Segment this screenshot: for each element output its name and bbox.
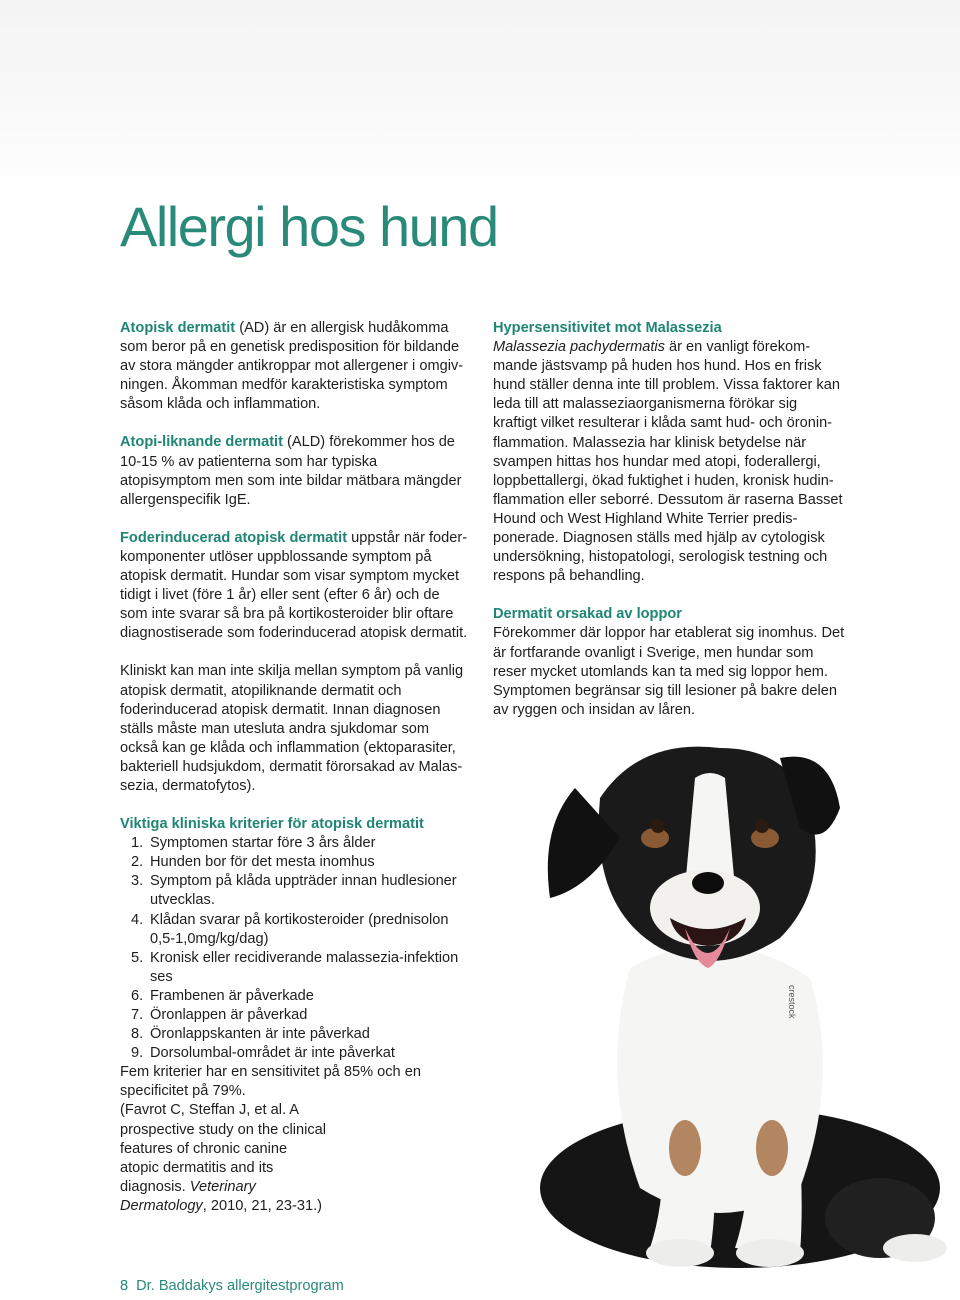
flea-dermatitis-heading: Dermatit orsakad av loppor bbox=[493, 606, 682, 623]
criteria-text: Dorsolumbal-området är inte påverkat bbox=[150, 1045, 395, 1062]
criteria-number: 9. bbox=[131, 1045, 144, 1062]
reference-citation bbox=[120, 1101, 330, 1216]
clinical-paragraph: Kliniskt kan man inte skilja mellan symptom på vanlig atopisk dermatit, atopiliknande dermatit och foderinducerad atopisk dermatit. Innan diagnosen ställs måste man utesluta andra sjukdomar som också kan ge klåda och inflammation (ektoparasiter, bakteriell hudsjukdom, dermatit förorsakad av Malas-sezia, dermatofytos). bbox=[120, 663, 464, 794]
reference-details: , 2010, 21, 23-31.) bbox=[202, 1197, 322, 1214]
criteria-number: 5. bbox=[131, 949, 144, 966]
criteria-section bbox=[120, 815, 470, 1063]
criteria-text: Hunden bor för det mesta inomhus bbox=[150, 854, 375, 871]
food-induced-text: uppstår när foder-komponenter utlöser uppblossande symptom på atopisk dermatit. Hundar som visar symptom mycket tidigt i livet (före 1 år) eller sent (efter 6 år) och de som inte svarar så bra på kortikosteroider blir oftare diagnostiserade som foderinducerad atopisk dermatit. bbox=[120, 529, 468, 642]
dog-photo bbox=[480, 718, 960, 1278]
reference-text: (Favrot C, Steffan J, et al. A prospective study on the clinical features of chronic canine atopic dermatitis and its diagnosis. bbox=[120, 1102, 327, 1195]
food-induced-paragraph bbox=[120, 529, 470, 644]
atopic-dermatitis-text: (AD) är en allergisk hudåkomma som beror på en genetisk predisposition för bildande av stora mängder antikroppar mot allergener i omgiv-ningen. Åkomman medför karakteristiska symptom såsom klåda och inflammation. bbox=[120, 320, 464, 413]
malassezia-text: är en vanligt förekom-mande jästsvamp på huden hos hund. Hos en frisk hund ställer denna inte till problem. Vissa faktorer kan leda till att malasseziaorganismerna förökar sig kraftigt vilket resulterar i klåda samt hud- och öronin-flammation. Malassezia har klinisk betydelse när svampen hittas hos hundar med atopi, foderallergi, loppbettallergi, ökad fuktighet i huden, kronisk hudin-flammation eller seborré. Dessutom är raserna Basset Hound och West Highland White Terrier predis-ponerade. Diagnosen ställs med hjälp av cytologisk undersökning, histopatologi, serologisk testning och respons på behandling. bbox=[493, 339, 843, 585]
criteria-text: Frambenen är påverkade bbox=[150, 987, 314, 1004]
criteria-text: Symptomen startar före 3 års ålder bbox=[150, 835, 376, 852]
atopic-dermatitis-paragraph bbox=[120, 319, 470, 414]
atopic-like-paragraph bbox=[120, 433, 470, 509]
criteria-text: Öronlappskanten är inte påverkad bbox=[150, 1026, 370, 1043]
criteria-item bbox=[120, 1044, 470, 1063]
page-title: Allergi hos hund bbox=[120, 195, 498, 258]
criteria-item bbox=[120, 1006, 470, 1025]
criteria-text: Kronisk eller recidiverande malassezia-infektion ses bbox=[150, 949, 459, 985]
atopic-like-heading: Atopi-liknande dermatit bbox=[120, 434, 283, 451]
criteria-number: 8. bbox=[131, 1026, 144, 1043]
criteria-item bbox=[120, 987, 470, 1006]
criteria-text: Symptom på klåda uppträder innan hudlesioner utvecklas. bbox=[150, 873, 457, 909]
criteria-item bbox=[120, 853, 470, 872]
criteria-text: Öronlappen är påverkad bbox=[150, 1007, 308, 1023]
malassezia-species: Malassezia pachydermatis bbox=[493, 339, 665, 356]
right-column bbox=[493, 319, 845, 720]
criteria-item bbox=[120, 949, 470, 987]
header-band bbox=[0, 0, 960, 205]
criteria-number: 1. bbox=[131, 835, 144, 852]
atopic-dermatitis-heading: Atopisk dermatit bbox=[120, 320, 236, 336]
atopic-like-text: (ALD) förekommer hos de 10-15 % av patienterna som har typiska atopisymptom men som inte bildar mätbara mängder allergenspecifik IgE. bbox=[120, 434, 462, 508]
sensitivity-paragraph: Fem kriterier har en sensitivitet på 85% och en specificitet på 79%. bbox=[120, 1064, 421, 1100]
food-induced-heading: Foderinducerad atopisk dermatit bbox=[120, 529, 348, 546]
criteria-number: 7. bbox=[131, 1007, 144, 1023]
page-footer bbox=[120, 1277, 344, 1296]
flea-dermatitis-paragraph: Förekommer där loppor har etablerat sig inomhus. Det är fortfarande ovanligt i Sverige, men hundar som reser mycket utomlands kan ta med sig loppor hem. Symptomen begränsar sig till lesioner på bakre delen av ryggen och insidan av låren. bbox=[493, 625, 845, 718]
page-number: 8 bbox=[120, 1278, 129, 1294]
left-column bbox=[120, 319, 470, 1216]
criteria-number: 6. bbox=[131, 987, 144, 1004]
malassezia-paragraph bbox=[493, 338, 845, 586]
photo-credit: crestock bbox=[787, 985, 797, 1019]
criteria-heading: Viktiga kliniska kriterier för atopisk dermatit bbox=[120, 816, 424, 833]
criteria-item bbox=[120, 872, 470, 910]
malassezia-heading: Hypersensitivitet mot Malassezia bbox=[493, 320, 722, 336]
criteria-text: Klådan svarar på kortikosteroider (prednisolon 0,5-1,0mg/kg/dag) bbox=[150, 911, 449, 947]
publication-name: Dr. Baddakys allergitestprogram bbox=[136, 1278, 344, 1294]
criteria-item bbox=[120, 834, 470, 853]
criteria-item bbox=[120, 911, 470, 949]
criteria-list bbox=[120, 834, 470, 1063]
criteria-number: 3. bbox=[131, 873, 144, 890]
reference-journal: Veterinary Dermatology bbox=[120, 1178, 256, 1214]
dog-illustration bbox=[540, 747, 947, 1268]
criteria-item bbox=[120, 1025, 470, 1044]
criteria-number: 2. bbox=[131, 854, 144, 871]
criteria-number: 4. bbox=[131, 911, 144, 928]
